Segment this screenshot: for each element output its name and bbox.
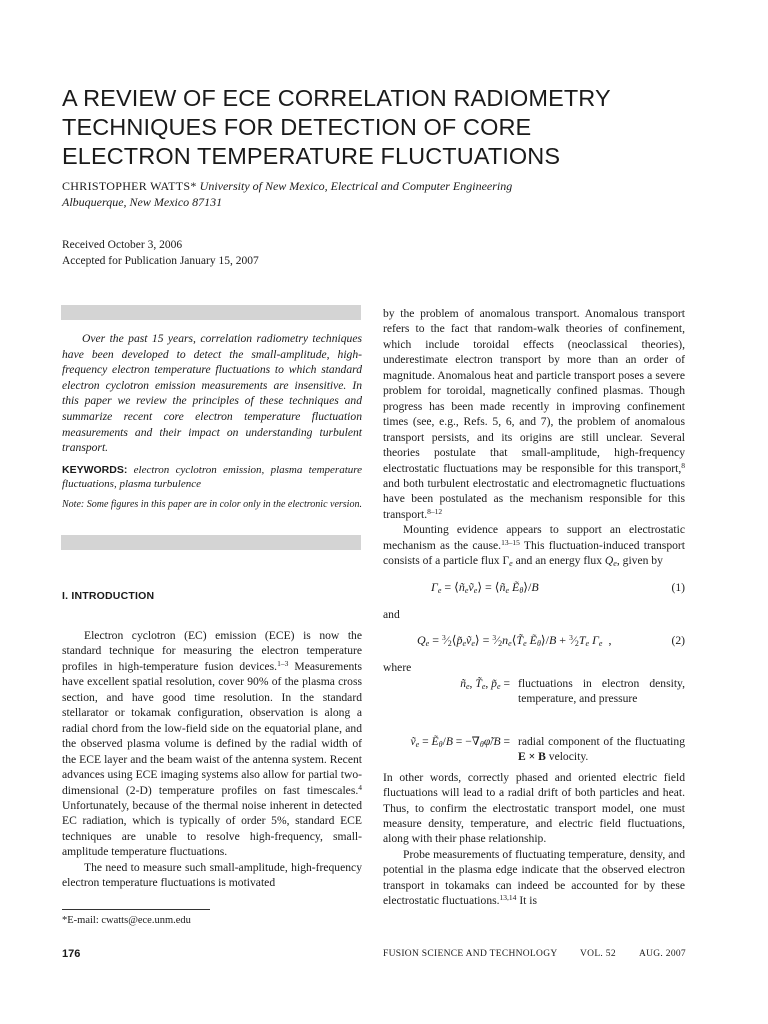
definition-fluctuations bbox=[383, 676, 685, 724]
introduction-text bbox=[62, 628, 362, 891]
section-heading: I. INTRODUCTION bbox=[62, 590, 155, 602]
right-paragraph-3: In other words, correctly phased and oriented electric field fluctuations will lead to a radial drift of both particles and heat. Thus, to confirm the electrostatic transport model, one must measure density, temperature, and electric field fluctuations, along with their phase relationship. bbox=[383, 770, 685, 846]
right-paragraph-2: Mounting evidence appears to support an electrostatic mechanism as the cause.$^{13-15}$ This fluctuation-induced transport consists of a particle flux $\Gamma_e$ and an energy flux $Q_e$, given by bbox=[383, 523, 685, 569]
author-affiliation: University of New Mexico, Electrical and Computer Engineering bbox=[199, 179, 513, 193]
equation-1-formula: $\Gamma_e$ = $⟨ñ_eṽ_e⟩$ = $⟨ñ_e$ Ẽ$_\theta$⟩/B bbox=[431, 579, 539, 595]
equation-2-number: (2) bbox=[671, 634, 685, 648]
abstract-top-bar bbox=[61, 305, 361, 320]
definition-1-symbols: $ñ_e$, $T̃_e$, $p̃_e$ = bbox=[460, 676, 510, 691]
and-word: and bbox=[383, 607, 400, 621]
keywords bbox=[62, 463, 362, 491]
equation-2 bbox=[383, 630, 685, 652]
journal-date: AUG. 2007 bbox=[638, 949, 686, 959]
definition-velocity bbox=[383, 734, 685, 770]
where-word: where bbox=[383, 661, 412, 675]
author-name: CHRISTOPHER WATTS* bbox=[62, 179, 197, 193]
article-title bbox=[62, 84, 722, 171]
color-note: Note: Some figures in this paper are in color only in the electronic version. bbox=[62, 499, 362, 510]
citation: 8–12 bbox=[427, 506, 443, 516]
equation-2-formula: $Q_e$ = $^3⁄_2⟨p̃_eṽ_e⟩$ = $^3⁄_2n_e⟨T̃_e$ Ẽ$_\theta$⟩/B + $^3⁄_2T_e$ $\Gamma_e$ , bbox=[417, 633, 612, 649]
citation: 8 bbox=[681, 460, 685, 470]
author-block bbox=[62, 178, 722, 210]
page-number: 176 bbox=[62, 948, 81, 960]
citation: 1–3 bbox=[277, 658, 289, 668]
title-line-3: ELECTRON TEMPERATURE FLUCTUATIONS bbox=[62, 143, 561, 169]
journal-volume: VOL. 52 bbox=[580, 949, 616, 959]
received-date: Received October 3, 2006 bbox=[62, 239, 183, 251]
title-line-2: TECHNIQUES FOR DETECTION OF CORE bbox=[62, 114, 532, 140]
citation: 13,14 bbox=[499, 893, 517, 903]
right-paragraph-4: Probe measurements of fluctuating temperature, density, and potential in the plasma edge indicate that the observed electron transport in tokamaks can indeed be accounted for by these electrostatic fluctuations.$^{13,14}$ It is bbox=[383, 847, 685, 908]
author-location: Albuquerque, New Mexico 87131 bbox=[62, 195, 223, 209]
accepted-date: Accepted for Publication January 15, 2007 bbox=[62, 255, 259, 267]
equation-1 bbox=[383, 577, 685, 599]
journal-name: FUSION SCIENCE AND TECHNOLOGY bbox=[383, 949, 558, 959]
definition-1-text: fluctuations in electron density, temperature, and pressure bbox=[518, 676, 685, 706]
right-paragraph-1: by the problem of anomalous transport. Anomalous transport refers to the fact that random-walk theories of confinement, which include toroidal effects (neoclassical theories), underestimate electron transport by more than an order of magnitude. Anomalous heat and particle transport poses a severe problem for toroidal, magnetically confined plasmas. Though progress has been made recently in improving confinement times (see, e.g., Refs. 5, 6, and 7), the problem of anomalous transport persists, and its origins are still unclear. Several theories postulate that small-amplitude, high-frequency electrostatic fluctuations may be responsible for this transport,$^8$ and both turbulent electrostatic and electromagnetic fluctuations have been postulated as the mechanism responsible for this transport.$^{8-12}$ bbox=[383, 307, 685, 521]
abstract-bottom-bar bbox=[61, 535, 361, 550]
definition-2-text: radial component of the fluctuating E × B velocity. bbox=[518, 734, 685, 764]
right-column-text bbox=[383, 306, 685, 909]
keywords-text: electron cyclotron emission, plasma temperature fluctuations, plasma turbulence bbox=[62, 464, 363, 490]
keywords-label: KEYWORDS: bbox=[62, 464, 128, 476]
footnote-rule bbox=[62, 909, 210, 910]
page-footer bbox=[62, 948, 686, 964]
title-line-1: A REVIEW OF ECE CORRELATION RADIOMETRY bbox=[62, 85, 611, 111]
citation: 4 bbox=[358, 782, 362, 792]
abstract: Over the past 15 years, correlation radiometry techniques have been developed to detect the small-amplitude, high-frequency electron temperature fluctuations to which standard electron cyclotron emission measurements are insensitive. In this paper we review the principles of these techniques and summarize recent core electron temperature fluctuation measurements and their impact on understanding turbulent transport. bbox=[62, 332, 362, 455]
publication-dates bbox=[62, 237, 462, 269]
footnote: *E-mail: cwatts@ece.unm.edu bbox=[62, 915, 191, 926]
citation: 13–15 bbox=[501, 537, 520, 547]
intro-paragraph-2: The need to measure such small-amplitude, high-frequency electron temperature fluctuations is motivated bbox=[62, 860, 362, 890]
equation-1-number: (1) bbox=[671, 580, 685, 594]
definition-2-symbols: ṽ$_e$ = Ẽ$_\theta$/B = $-\nabla_\theta\varphĩ/B$ = bbox=[410, 734, 510, 749]
intro-paragraph-1: Electron cyclotron (EC) emission (ECE) is now the standard technique for measuring the electron temperature profiles in high-temperature fusion devices.$^{1-3}$ Measurements have excellent spatial resolution, cover 90% of the plasma cross section, and have good time resolution. In the standard stellarator or tokamak configuration, observation is along a radial chord from the low-field side on the equatorial plane, and the observed plasma volume is defined by the radial width of the ECE layer and the beam waist of the antenna system. Recent advances using ECE imaging systems also allow for partial two-dimensional (2-D) temperature profiles on fast timescales.$^4$ Unfortunately, because of the thermal noise inherent in detected EC radiation, which is typically of order 5%, standard ECE techniques are unable to resolve high-frequency, small-amplitude temperature fluctuations. bbox=[62, 629, 362, 859]
